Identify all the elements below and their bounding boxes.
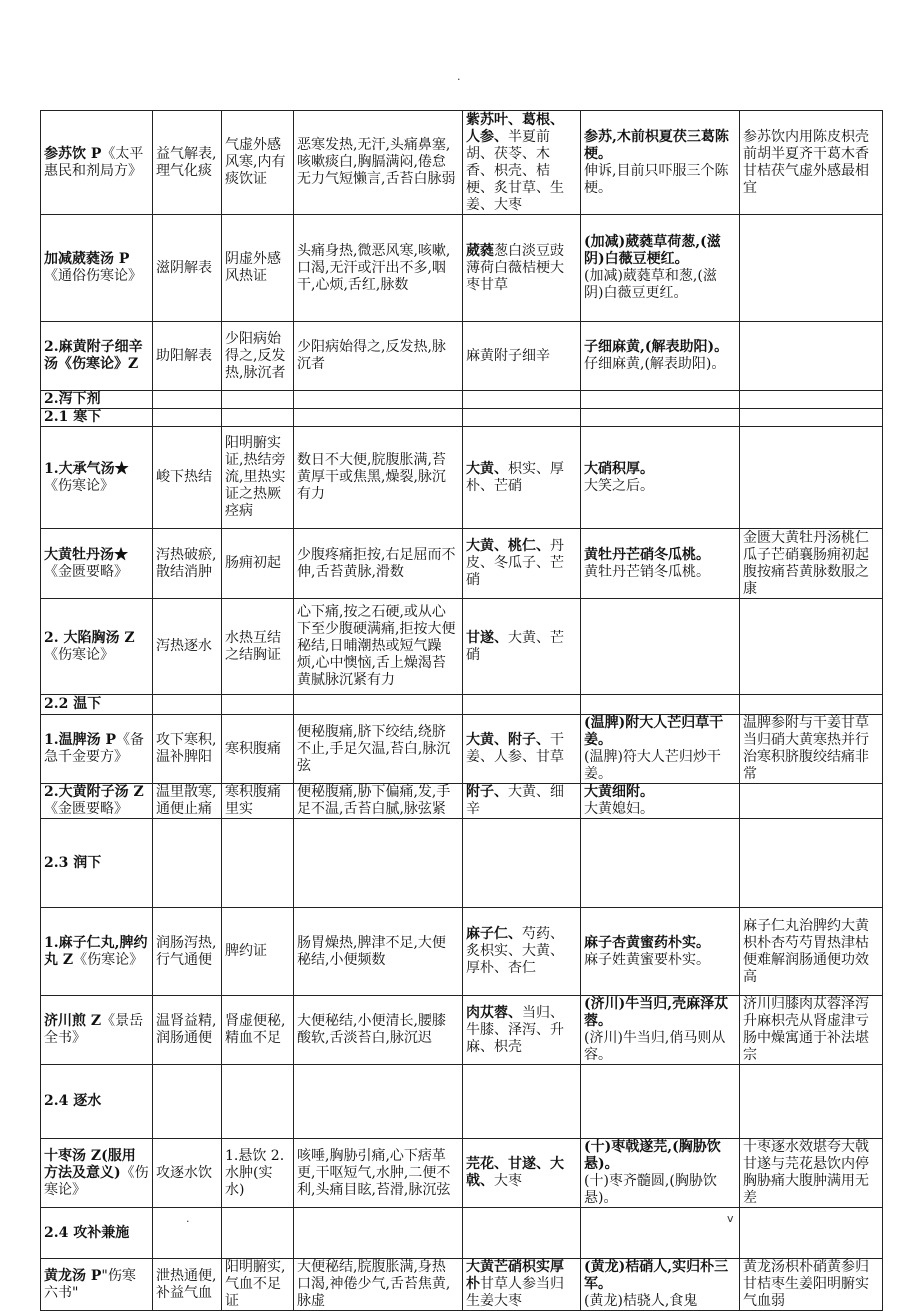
formula-name: 1.麻子仁丸,脾约丸 Z (44, 934, 148, 968)
formula-name-cell (41, 599, 153, 695)
notes-text: 温脾参附与干姜甘草当归硝大黄寒热并行治寒积脐腹绞结痛非常 (743, 715, 869, 782)
mnemonic-cell (581, 1259, 740, 1311)
formula-name: 济川煎 Z (44, 1013, 102, 1029)
formula-row (41, 215, 883, 322)
empty-cell (153, 1208, 222, 1259)
formula-name: 1.大承气汤★ (44, 460, 129, 477)
symptoms-text: 数日不大便,脘腹胀满,苔黄厚干或焦黑,燥裂,脉沉有力 (297, 452, 446, 502)
symptoms-text: 便秘腹痛,脐下绞结,绕脐不止,手足欠温,苔白,脉沉弦 (297, 723, 451, 774)
formula-name-cell (41, 529, 153, 599)
formula-row (41, 1259, 883, 1311)
notes-cell (740, 1259, 883, 1311)
empty-cell (153, 391, 222, 409)
formula-name-cell (41, 715, 153, 784)
effect-text: 温肾益精,润肠通便 (156, 1013, 217, 1046)
formula-table (40, 110, 883, 1311)
effect-text: 润肠泻热,行气通便 (156, 934, 217, 968)
effect-cell (153, 1139, 222, 1208)
formula-name-cell (41, 111, 153, 215)
page-mark-top: . (457, 70, 461, 83)
herbs-cell (463, 715, 581, 784)
syndrome-cell (222, 996, 294, 1065)
herbs-rest: 干姜、人参、甘草 (466, 732, 564, 765)
syndrome-text: 阴虚外感风热证 (225, 251, 281, 284)
herbs-rest: 半夏前胡、茯苓、木香、枳壳、桔梗、炙甘草、生姜、大枣 (466, 128, 564, 213)
herbs-main: 大黄、桃仁、 (466, 538, 550, 554)
empty-cell (740, 819, 883, 908)
effect-text: 泄热通便,补益气血 (156, 1267, 217, 1301)
notes-text: 十枣逐水效堪夸大戟甘遂与芫花悬饮内停胸胁痛大腹肿满用无差 (743, 1139, 869, 1206)
herbs-main: 芫花、甘遂、大戟、 (466, 1156, 564, 1189)
syndrome-cell (222, 427, 294, 529)
formula-row (41, 599, 883, 695)
formula-row (41, 908, 883, 996)
herbs-main: 大黄、附子、 (466, 732, 550, 748)
formula-source: 《金匮要略》 (44, 563, 128, 580)
page-mark-bottom-right: v (727, 1212, 734, 1225)
formula-source: 《金匮要略》 (44, 801, 128, 817)
syndrome-cell (222, 322, 294, 391)
notes-cell (740, 784, 883, 819)
formula-row (41, 427, 883, 529)
mnemonic-cell (581, 599, 740, 695)
herbs-cell (463, 599, 581, 695)
symptoms-cell (294, 715, 463, 784)
herbs-main: 葳蕤 (466, 242, 494, 259)
symptoms-cell (294, 529, 463, 599)
symptoms-text: 肠胃燥热,脾津不足,大便秘结,小便频数 (297, 934, 446, 968)
formula-name-cell (41, 427, 153, 529)
symptoms-text: 少阳病始得之,反发热,脉沉者 (297, 339, 446, 372)
symptoms-cell (294, 908, 463, 996)
empty-cell (294, 1065, 463, 1139)
notes-text: 麻子仁丸治脾约大黄枳朴杏芍芍胃热津枯便难解润肠通便功效高 (743, 917, 869, 985)
formula-name: 2.大黄附子汤 Z (44, 784, 144, 800)
empty-cell (581, 1208, 740, 1259)
effect-cell (153, 427, 222, 529)
herbs-rest: 丹皮、冬瓜子、芒硝 (466, 538, 564, 588)
empty-cell (740, 695, 883, 715)
formula-row (41, 111, 883, 215)
empty-cell (740, 391, 883, 409)
section-heading: 2.2 温下 (41, 695, 153, 715)
notes-cell (740, 215, 883, 322)
symptoms-text: 大便秘结,脘腹胀满,身热口渴,神倦少气,舌苔焦黄,脉虚 (297, 1259, 451, 1309)
symptoms-text: 大便秘结,小便清长,腰膝酸软,舌淡苔白,脉沉迟 (297, 1013, 446, 1046)
syndrome-cell (222, 1139, 294, 1208)
mnemonic-cell (581, 784, 740, 819)
notes-cell (740, 322, 883, 391)
herbs-rest: 甘草人参当归生姜大枣 (466, 1276, 564, 1309)
symptoms-cell (294, 322, 463, 391)
empty-cell (581, 391, 740, 409)
empty-cell (463, 695, 581, 715)
syndrome-cell (222, 215, 294, 322)
notes-cell (740, 529, 883, 599)
herbs-rest: 葱白淡豆豉薄荷白薇桔梗大枣甘草 (466, 242, 564, 293)
mnemonic-pun: (加减)葳蕤草和葱,(滋阴)白薇豆更红。 (584, 268, 717, 301)
herbs-main: 附子、 (466, 784, 508, 800)
herbs-rest: 芍药、炙枳实、大黄、厚朴、杏仁 (466, 926, 564, 976)
empty-cell (153, 819, 222, 908)
symptoms-text: 头痛身热,微恶风寒,咳嗽,口渴,无汗或汗出不多,咽干,心烦,舌红,脉数 (297, 242, 451, 293)
mnemonic-main: (黄龙)桔硝人,实归朴三军。 (584, 1259, 729, 1292)
herbs-cell (463, 784, 581, 819)
formula-table-body (41, 111, 883, 1311)
formula-name-cell (41, 784, 153, 819)
formula-row (41, 996, 883, 1065)
herbs-rest: 枳实、厚朴、芒硝 (466, 460, 564, 494)
effect-text: 攻逐水饮 (156, 1164, 212, 1181)
effect-cell (153, 996, 222, 1065)
section-heading: 2.4 攻补兼施 (41, 1208, 153, 1259)
syndrome-cell (222, 1259, 294, 1311)
formula-name-cell (41, 1139, 153, 1208)
formula-name: 1.温脾汤 P (44, 732, 117, 748)
mnemonic-main: 大硝积厚。 (584, 460, 654, 477)
symptoms-text: 心下痛,按之石硬,或从心下至少腹硬满痛,拒按大便秘结,日晡潮热或短气躁烦,心中懊恼,舌上燥渴苔黄腻脉沉紧有力 (297, 604, 456, 688)
herbs-cell (463, 996, 581, 1065)
section-row (41, 391, 883, 409)
empty-cell (222, 1208, 294, 1259)
herbs-rest: 大黄、细辛 (466, 784, 564, 817)
syndrome-text: 寒积腹痛 (225, 740, 281, 757)
syndrome-cell (222, 529, 294, 599)
herbs-rest: 大枣 (494, 1173, 522, 1189)
empty-cell (153, 695, 222, 715)
effect-cell (153, 111, 222, 215)
section-heading: 2.4 逐水 (41, 1065, 153, 1139)
formula-source: 《伤寒论》 (73, 951, 144, 968)
formula-name-cell (41, 215, 153, 322)
mnemonic-pun: (济川)牛当归,俏马则从容。 (584, 1030, 726, 1063)
mnemonic-pun: (十)枣齐髓圆,(胸胁饮悬)。 (584, 1173, 717, 1206)
formula-name: 2. 大陷胸汤 Z (44, 629, 135, 646)
empty-cell (222, 695, 294, 715)
symptoms-cell (294, 111, 463, 215)
section-heading: 2.3 润下 (41, 819, 153, 908)
mnemonic-pun: 麻子姓黄蜜要朴实。 (584, 951, 710, 968)
syndrome-text: 阳明腑实,气血不足证 (225, 1259, 286, 1309)
effect-cell (153, 1259, 222, 1311)
syndrome-text: 气虚外感风寒,内有痰饮证 (225, 137, 286, 187)
empty-cell (463, 1208, 581, 1259)
symptoms-cell (294, 1139, 463, 1208)
herbs-main: 甘遂、 (466, 629, 508, 646)
section-heading: 2.泻下剂 (41, 391, 153, 409)
syndrome-text: 肾虚便秘,精血不足 (225, 1013, 286, 1046)
symptoms-cell (294, 784, 463, 819)
mnemonic-pun: (温脾)符大人芒归炒干姜。 (584, 749, 721, 782)
mnemonic-main: 大黄细附。 (584, 784, 654, 800)
formula-name-cell (41, 322, 153, 391)
section-row (41, 409, 883, 427)
syndrome-cell (222, 111, 294, 215)
herbs-main: 大黄芒硝枳实厚朴 (466, 1259, 564, 1292)
formula-name-cell (41, 908, 153, 996)
formula-name: 2.麻黄附子细辛汤《伤寒论》Z (44, 339, 143, 372)
syndrome-cell (222, 908, 294, 996)
mnemonic-cell (581, 322, 740, 391)
formula-source: 《景岳全书》 (44, 1013, 144, 1046)
mnemonic-cell (581, 996, 740, 1065)
empty-cell (740, 1065, 883, 1139)
empty-cell (294, 819, 463, 908)
symptoms-cell (294, 215, 463, 322)
formula-row (41, 715, 883, 784)
empty-cell (222, 819, 294, 908)
formula-source: "伤寒六书" (44, 1267, 136, 1301)
symptoms-cell (294, 599, 463, 695)
herbs-cell (463, 1259, 581, 1311)
syndrome-text: 少阳病始得之,反发热,脉沉者 (225, 330, 286, 381)
section-row (41, 695, 883, 715)
formula-source: 《伤寒论》 (44, 1164, 149, 1198)
notes-text: 黄龙汤枳朴硝黄参归甘桔枣生姜阳明腑实气血弱 (743, 1259, 869, 1309)
herbs-rest: 大黄、芒硝 (466, 629, 564, 663)
symptoms-text: 便秘腹痛,胁下偏痛,发,手足不温,舌苔白腻,脉弦紧 (297, 784, 451, 817)
mnemonic-main: 参苏,木前枳夏茯三葛陈梗。 (584, 128, 729, 162)
syndrome-text: 寒积腹痛里实 (225, 784, 281, 817)
effect-cell (153, 715, 222, 784)
herbs-main: 大黄、 (466, 460, 508, 477)
effect-cell (153, 599, 222, 695)
mnemonic-main: (十)枣戟遂芫,(胸胁饮悬)。 (584, 1139, 721, 1172)
formula-name: 黄龙汤 P (44, 1267, 102, 1284)
herbs-main: 紫苏叶、葛根、人参、 (466, 111, 564, 145)
mnemonic-cell (581, 715, 740, 784)
effect-text: 益气解表,理气化痰 (156, 145, 217, 179)
empty-cell (153, 409, 222, 427)
mnemonic-pun: 黄牡丹芒销冬瓜桃。 (584, 563, 710, 580)
empty-cell (463, 819, 581, 908)
formula-name: 加减葳蕤汤 P (44, 251, 130, 267)
formula-name: 参苏饮 P (44, 145, 102, 162)
formula-row (41, 1139, 883, 1208)
mnemonic-main: 麻子杏黄蜜药朴实。 (584, 934, 710, 951)
empty-cell (222, 1065, 294, 1139)
section-row (41, 1208, 883, 1259)
effect-cell (153, 322, 222, 391)
empty-cell (294, 409, 463, 427)
mnemonic-main: (温脾)附大人芒归草干姜。 (584, 715, 724, 748)
formula-row (41, 784, 883, 819)
effect-text: 泻热破瘀,散结消肿 (156, 546, 217, 580)
empty-cell (294, 1208, 463, 1259)
empty-cell (463, 409, 581, 427)
effect-text: 泻热逐水 (156, 638, 212, 654)
formula-source: 《太平惠民和剂局方》 (44, 145, 144, 179)
section-row (41, 819, 883, 908)
notes-cell (740, 427, 883, 529)
mnemonic-main: 黄牡丹芒硝冬瓜桃。 (584, 546, 710, 563)
herbs-cell (463, 111, 581, 215)
notes-text: 金匮大黄牡丹汤桃仁瓜子芒硝襄肠痈初起腹按痛苔黄脉数服之康 (743, 529, 869, 597)
notes-cell (740, 111, 883, 215)
empty-cell (463, 391, 581, 409)
herbs-cell (463, 1139, 581, 1208)
mnemonic-main: (加减)葳蕤草荷葱,(滋阴)白薇豆梗红。 (584, 234, 721, 267)
mnemonic-pun: (黄龙)桔骁人,食鬼 (584, 1293, 698, 1309)
syndrome-text: 水热互结之结胸证 (225, 629, 281, 663)
mnemonic-main: 子细麻黄,(解表助阳)。 (584, 339, 729, 355)
empty-cell (463, 1065, 581, 1139)
formula-row (41, 529, 883, 599)
syndrome-text: 肠痈初起 (225, 555, 281, 571)
effect-cell (153, 908, 222, 996)
notes-cell (740, 1139, 883, 1208)
empty-cell (153, 1065, 222, 1139)
herbs-cell (463, 322, 581, 391)
formula-row (41, 322, 883, 391)
empty-cell (740, 1208, 883, 1259)
mnemonic-cell (581, 908, 740, 996)
mnemonic-cell (581, 427, 740, 529)
syndrome-cell (222, 715, 294, 784)
effect-cell (153, 529, 222, 599)
symptoms-cell (294, 1259, 463, 1311)
symptoms-text: 少腹疼痛拒按,右足屈而不伸,舌苔黄脉,滑数 (297, 546, 456, 580)
symptoms-cell (294, 996, 463, 1065)
symptoms-text: 咳唾,胸胁引痛,心下痞革更,干呕短气,水肿,二便不利,头痛目眩,苔滑,脉沉弦 (297, 1147, 451, 1198)
effect-text: 温里散寒,通便止痛 (156, 784, 217, 817)
formula-source: 《通俗伤寒论》 (44, 268, 142, 284)
herbs-rest: 麻黄附子细辛 (466, 347, 550, 364)
mnemonic-cell (581, 1139, 740, 1208)
mnemonic-cell (581, 215, 740, 322)
mnemonic-pun: 大笑之后。 (584, 477, 654, 494)
mnemonic-cell (581, 529, 740, 599)
empty-cell (581, 695, 740, 715)
formula-name-cell (41, 996, 153, 1065)
herbs-main: 麻子仁、 (466, 926, 522, 942)
mnemonic-main: (济川)牛当归,壳麻泽苁蓉。 (584, 996, 729, 1029)
syndrome-text: 脾约证 (225, 943, 267, 959)
formula-name: 大黄牡丹汤★ (44, 546, 128, 563)
section-heading: 2.1 寒下 (41, 409, 153, 427)
effect-text: 滋阴解表 (156, 259, 212, 276)
notes-cell (740, 908, 883, 996)
empty-cell (740, 409, 883, 427)
notes-cell (740, 599, 883, 695)
formula-name: 十枣汤 Z(服用方法及意义) (44, 1147, 136, 1181)
page-mark-bottom-left: . (186, 1212, 190, 1225)
herbs-rest: 当归、牛膝、泽泻、升麻、枳壳 (466, 1004, 564, 1055)
herbs-cell (463, 427, 581, 529)
empty-cell (222, 391, 294, 409)
formula-source: 《备急千金要方》 (44, 732, 145, 765)
syndrome-cell (222, 784, 294, 819)
formula-source: 《伤寒论》 (44, 646, 114, 663)
effect-text: 峻下热结 (156, 469, 212, 485)
mnemonic-pun: 仔细麻黄,(解表助阳)。 (584, 356, 726, 372)
notes-text: 济川归膝肉苁蓉泽泻升麻枳壳从肾虚津亏肠中燥寓通于补法堪宗 (743, 996, 869, 1063)
herbs-main: 肉苁蓉、 (466, 1004, 522, 1021)
empty-cell (294, 695, 463, 715)
syndrome-text: 阳明腑实证,热结旁流,里热实证之热厥痉病 (225, 435, 286, 519)
herbs-cell (463, 215, 581, 322)
effect-cell (153, 784, 222, 819)
syndrome-text: 1.悬饮 2.水肿(实水) (225, 1147, 285, 1198)
empty-cell (581, 819, 740, 908)
herbs-cell (463, 529, 581, 599)
effect-cell (153, 215, 222, 322)
empty-cell (581, 409, 740, 427)
empty-cell (581, 1065, 740, 1139)
notes-cell (740, 715, 883, 784)
notes-text: 参苏饮内用陈皮枳壳前胡半夏齐干葛木香甘桔茯气虚外感最相宜 (743, 128, 869, 196)
section-row (41, 1065, 883, 1139)
formula-source: 《伤寒论》 (44, 477, 114, 494)
effect-text: 攻下寒积,温补脾阳 (156, 732, 217, 765)
symptoms-cell (294, 427, 463, 529)
mnemonic-pun: 大黄媳妇。 (584, 801, 654, 817)
formula-name-cell (41, 1259, 153, 1311)
mnemonic-pun: 伸诉,目前只吓服三个陈梗。 (584, 162, 729, 196)
notes-cell (740, 996, 883, 1065)
syndrome-cell (222, 599, 294, 695)
empty-cell (294, 391, 463, 409)
herbs-cell (463, 908, 581, 996)
mnemonic-cell (581, 111, 740, 215)
empty-cell (222, 409, 294, 427)
effect-text: 助阳解表 (156, 347, 212, 364)
symptoms-text: 恶寒发热,无汗,头痛鼻塞,咳嗽痰白,胸膈满闷,倦怠无力气短懒言,舌苔白脉弱 (297, 137, 456, 187)
